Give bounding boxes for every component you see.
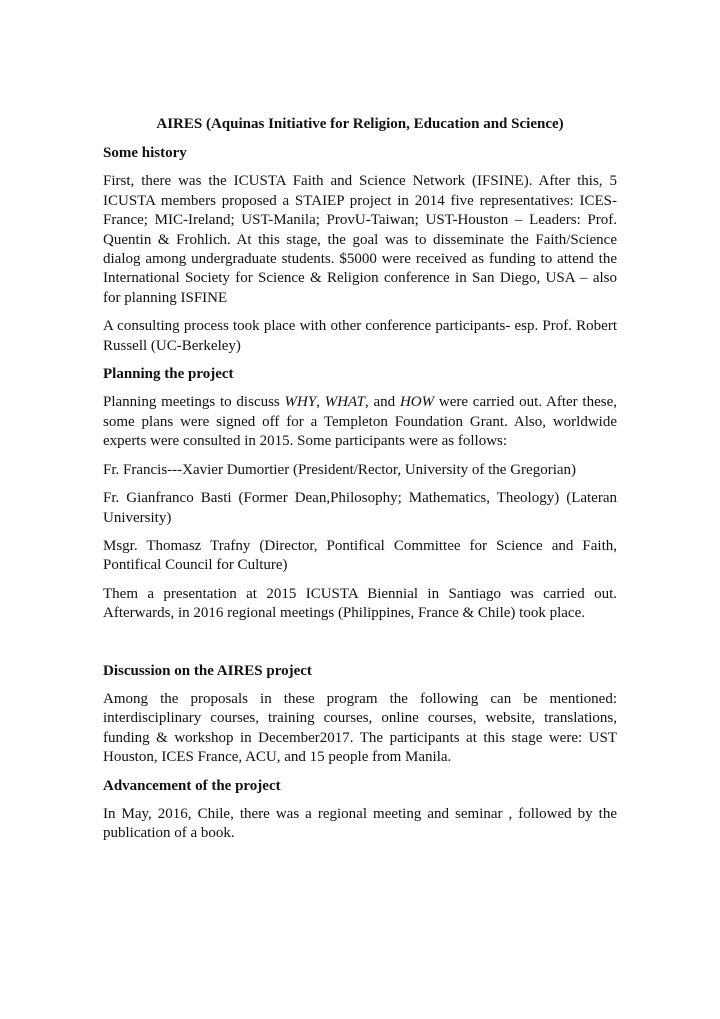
planning-text-end: were carried out. After these, some plans were signed off for a Templeton Foundation Grant. Also, worldwide experts were consulted in 2015. Some participants were as follows: xyxy=(103,394,618,450)
planning-paragraph-1 xyxy=(103,393,617,451)
participant-1: Fr. Francis---Xavier Dumortier (President/Rector, University of the Gregorian) xyxy=(103,461,577,478)
planning-text-start: Planning meetings to discuss xyxy=(103,394,285,411)
document-title: AIRES (Aquinas Initiative for Religion, Education and Science) xyxy=(156,116,564,132)
history-paragraph-1: First, there was the ICUSTA Faith and Science Network (IFSINE). After this, 5 ICUSTA members proposed a STAIEP project in 2014 five representatives: ICES-France; MIC-Ireland; UST-Manila; ProvU-Taiwan; UST-Houston – Leaders: Prof. Quentin & Frohlich. At this stage, the goal was to disseminate the Faith/Science dialog among undergraduate students. $5000 were received as funding to attend the International Society for Science & Religion conference in San Diego, USA – also for planning ISFINE xyxy=(103,173,617,306)
planning-paragraph-2: Them a presentation at 2015 ICUSTA Biennial in Santiago was carried out. Afterwards, in 2016 regional meetings (Philippines, France & Chile) took place. xyxy=(103,585,617,622)
planning-why: WHY xyxy=(284,394,317,411)
heading-planning: Planning the project xyxy=(103,366,234,383)
planning-sep-2: , and xyxy=(365,394,400,411)
advancement-paragraph-1: In May, 2016, Chile, there was a regional meeting and seminar , followed by the publication of a book. xyxy=(103,805,617,842)
heading-advancement: Advancement of the project xyxy=(103,777,281,794)
planning-what: WHAT xyxy=(324,394,366,411)
participant-2: Fr. Gianfranco Basti (Former Dean,Philosophy; Mathematics, Theology) (Lateran University) xyxy=(103,490,617,526)
planning-how: HOW xyxy=(399,394,435,411)
heading-some-history: Some history xyxy=(103,145,187,161)
heading-discussion: Discussion on the AIRES project xyxy=(103,662,312,679)
planning-sep-1: , xyxy=(316,394,325,411)
discussion-paragraph-1: Among the proposals in these program the following can be mentioned: interdisciplinary courses, training courses, online courses, website, translations, funding & workshop in December2017. The participants at this stage were: UST Houston, ICES France, ACU, and 15 people from Manila. xyxy=(103,690,617,766)
participant-3: Msgr. Thomasz Trafny (Director, Pontifical Committee for Science and Faith, Pontifical Council for Culture) xyxy=(103,537,617,574)
document-body xyxy=(103,144,617,853)
history-paragraph-2: A consulting process took place with other conference participants- esp. Prof. Robert Russell (UC-Berkeley) xyxy=(103,318,617,354)
